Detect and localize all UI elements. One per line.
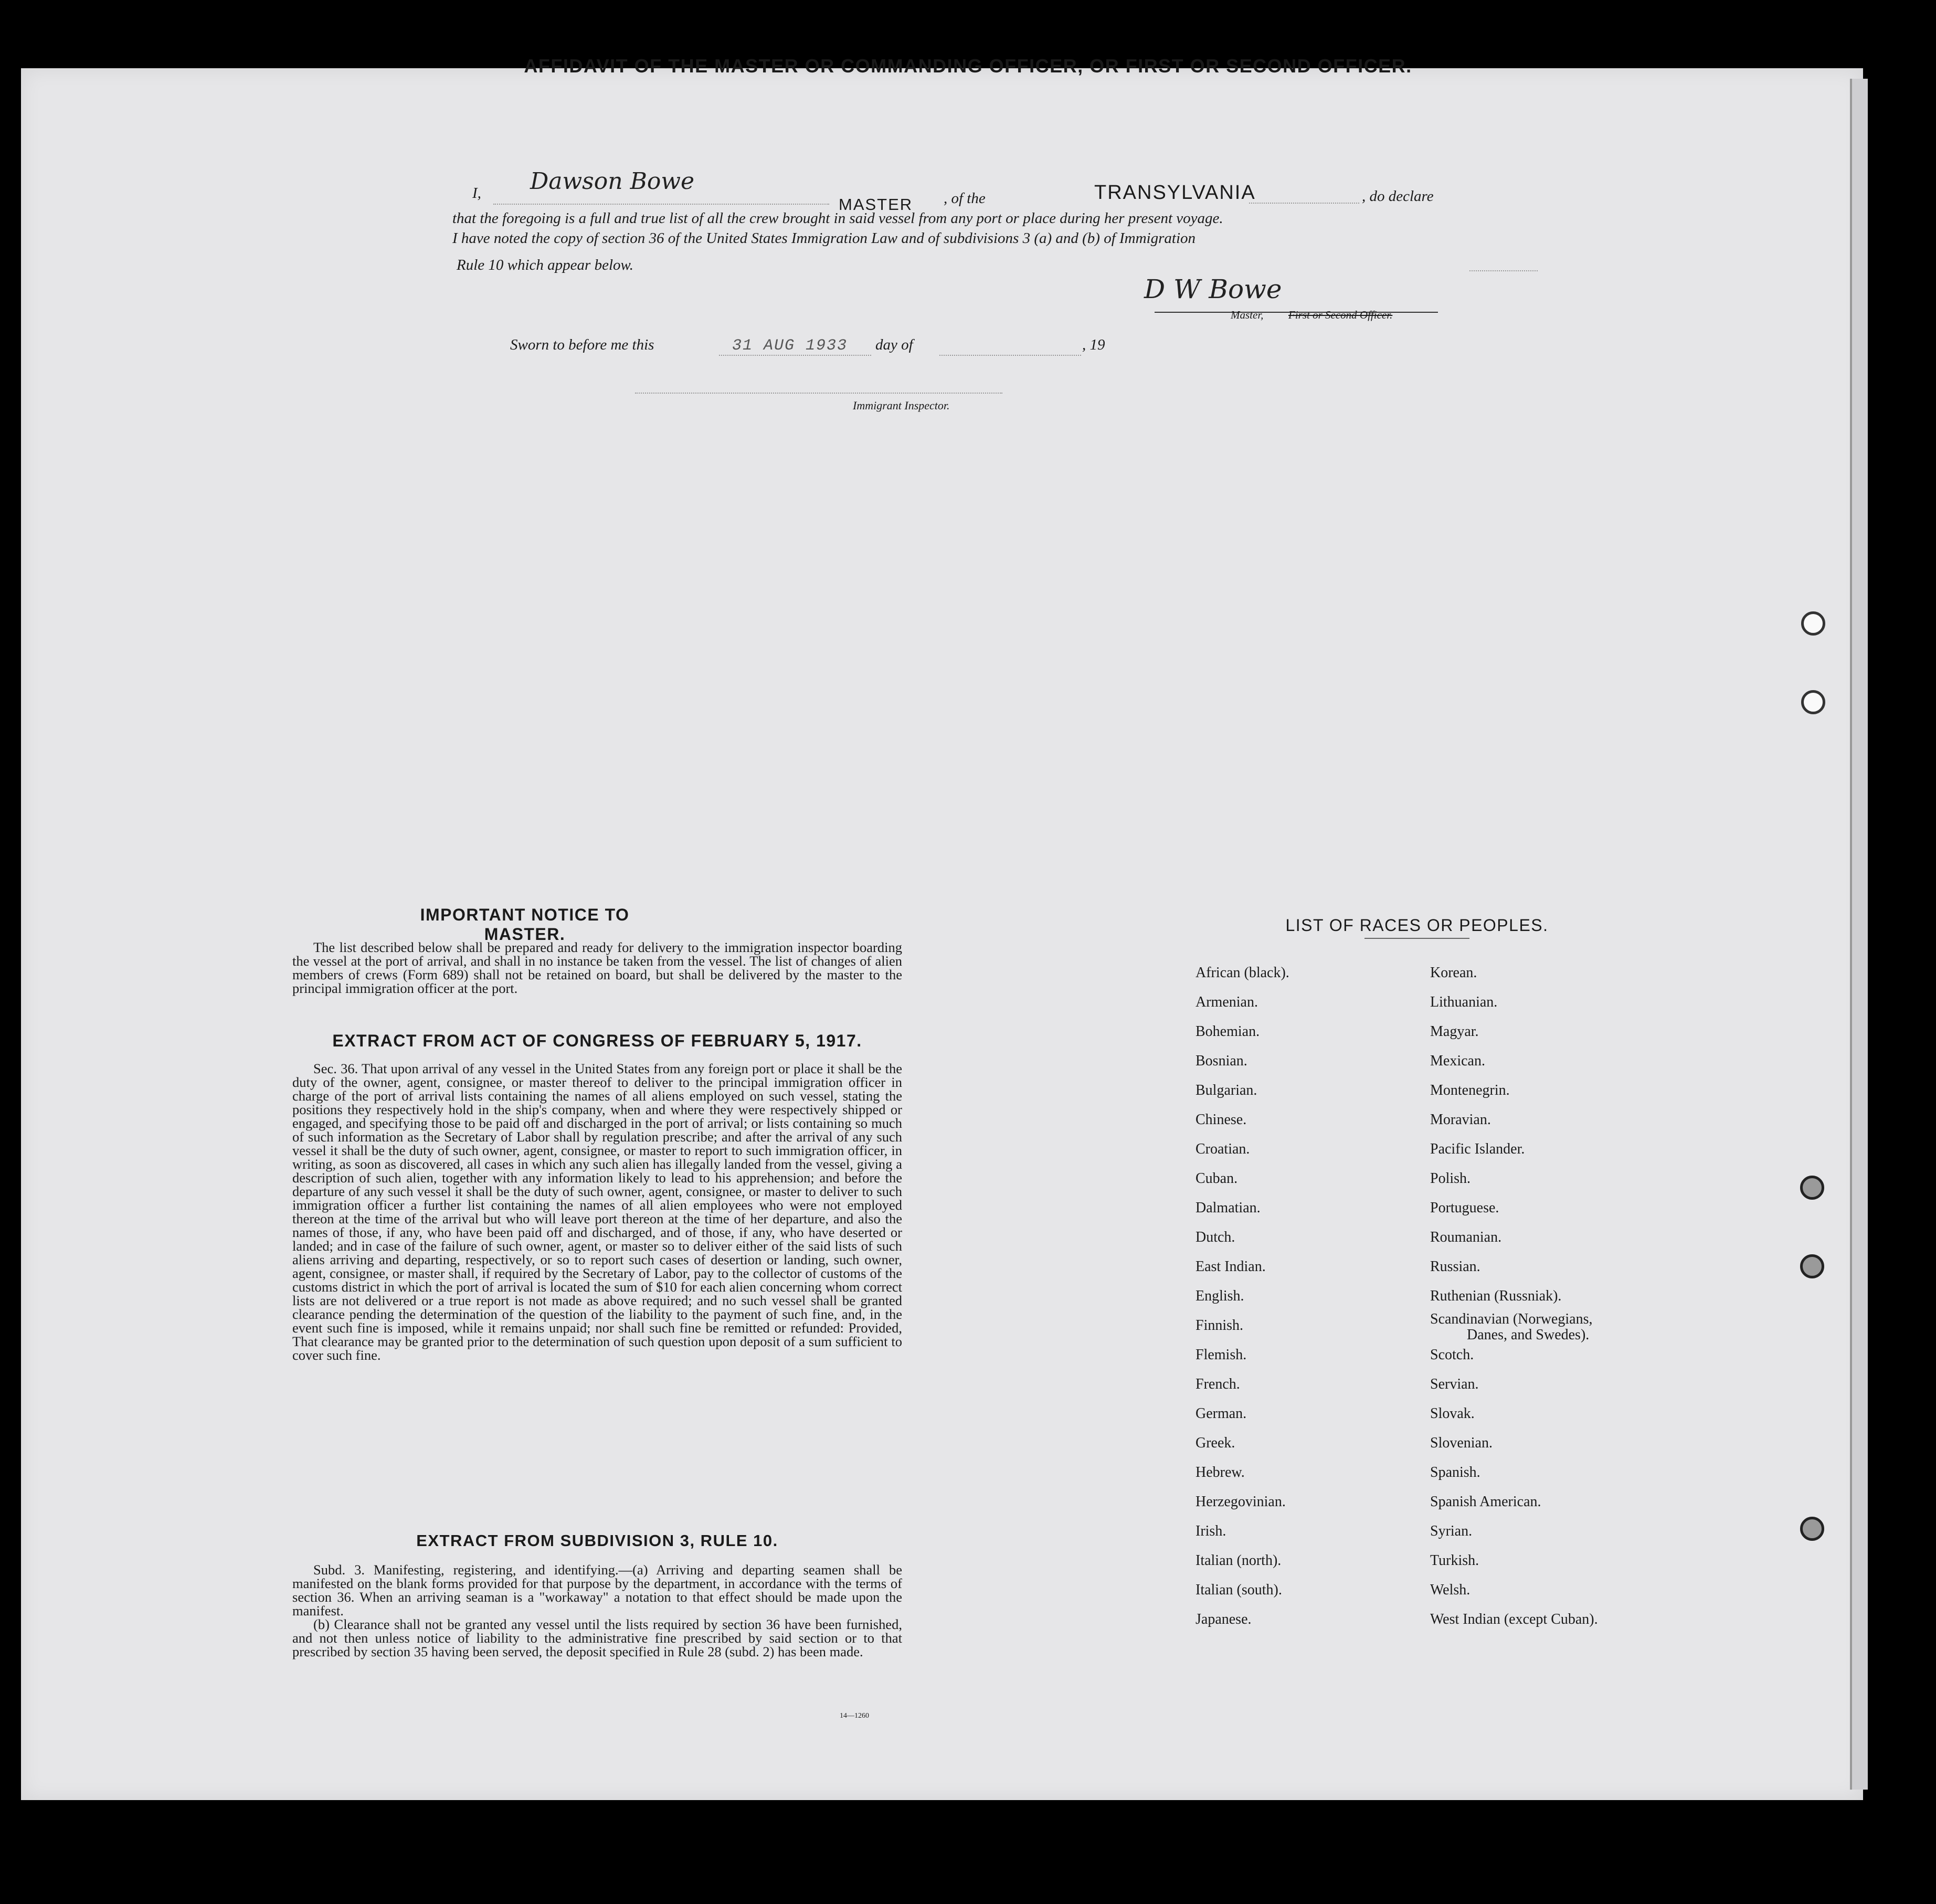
race-item: Dalmatian. <box>1196 1200 1261 1216</box>
race-item: Syrian. <box>1430 1523 1473 1539</box>
race-item: German. <box>1196 1405 1247 1422</box>
signature-struck-label: First or Second Officer. <box>1288 309 1393 321</box>
race-item: Italian (south). <box>1196 1582 1282 1598</box>
race-item: Armenian. <box>1196 994 1258 1010</box>
race-item: Lithuanian. <box>1430 994 1498 1010</box>
year-label: , 19 <box>1082 336 1105 353</box>
race-item: Spanish. <box>1430 1464 1480 1480</box>
race-item: Dutch. <box>1196 1229 1235 1245</box>
affidavit-line-2: that the foregoing is a full and true list of all the crew brought in said vessel from any port or place during her present voyage. <box>452 210 1223 227</box>
signature-handwritten: D W Bowe <box>1144 274 1282 304</box>
signature-master-label: Master, <box>1231 309 1264 321</box>
vessel-line <box>1249 203 1359 204</box>
notice-text: The list described below shall be prepared and ready for delivery to the immigration inspector boarding the vessel at the port of arrival, and shall in no instance be taken from the vessel. The list of changes of alien members of crews (Form 689) shall not be retained on board, but shall be delivered by the master to the principal immigration officer at the port. <box>292 939 902 996</box>
race-item: Flemish. <box>1196 1347 1247 1363</box>
race-item: Mexican. <box>1430 1053 1485 1069</box>
race-item: Roumanian. <box>1430 1229 1502 1245</box>
master-typed: MASTER <box>839 195 913 214</box>
affidavit-line-3: I have noted the copy of section 36 of the United States Immigration Law and of subdivisions 3 (a) and (b) of Immigration <box>452 230 1196 247</box>
inspector-line <box>635 393 1002 394</box>
race-item: Servian. <box>1430 1376 1479 1392</box>
sworn-date-line <box>719 355 871 356</box>
race-item: Slovak. <box>1430 1405 1475 1422</box>
punch-hole <box>1800 1517 1824 1541</box>
race-item: Magyar. <box>1430 1023 1479 1040</box>
race-item-continuation: Danes, and Swedes). <box>1467 1327 1590 1343</box>
rule-extract-title: EXTRACT FROM SUBDIVISION 3, RULE 10. <box>416 1531 778 1550</box>
race-item: Italian (north). <box>1196 1552 1282 1569</box>
race-item: Japanese. <box>1196 1611 1252 1627</box>
race-item: Spanish American. <box>1430 1494 1541 1510</box>
race-item: Turkish. <box>1430 1552 1479 1569</box>
race-item: Bosnian. <box>1196 1053 1247 1069</box>
race-item: East Indian. <box>1196 1258 1266 1275</box>
race-item: Cuban. <box>1196 1170 1238 1187</box>
of-the-label: , of the <box>944 190 986 207</box>
race-item: Ruthenian (Russniak). <box>1430 1288 1562 1304</box>
race-item: Slovenian. <box>1430 1435 1493 1451</box>
race-item: Polish. <box>1430 1170 1471 1187</box>
race-item: Finnish. <box>1196 1317 1244 1334</box>
race-item: Irish. <box>1196 1523 1226 1539</box>
race-item: African (black). <box>1196 965 1289 981</box>
race-item: Scandinavian (Norwegians, <box>1430 1311 1593 1327</box>
race-item: Bohemian. <box>1196 1023 1260 1040</box>
vessel-name: TRANSYLVANIA <box>1094 182 1256 204</box>
notice-title: IMPORTANT NOTICE TO MASTER. <box>420 905 630 944</box>
affidavit-line-4: Rule 10 which appear below. <box>457 257 633 273</box>
races-title-rule <box>1364 938 1469 939</box>
race-item: Portuguese. <box>1430 1200 1499 1216</box>
race-item: French. <box>1196 1376 1240 1392</box>
race-item: Russian. <box>1430 1258 1480 1275</box>
punch-hole <box>1800 1176 1824 1200</box>
race-item: Montenegrin. <box>1430 1082 1510 1098</box>
form-number: 14—1260 <box>840 1712 869 1720</box>
race-item: Hebrew. <box>1196 1464 1245 1480</box>
punch-hole <box>1801 690 1825 714</box>
race-item: Korean. <box>1430 965 1477 981</box>
punch-hole <box>1800 1254 1824 1278</box>
date-stamp: 31 AUG 1933 <box>732 337 848 355</box>
act-extract-title: EXTRACT FROM ACT OF CONGRESS OF FEBRUARY 5, 1917. <box>332 1031 862 1050</box>
day-of-label: day of <box>875 336 913 353</box>
race-item: Bulgarian. <box>1196 1082 1257 1098</box>
inspector-label: Immigrant Inspector. <box>853 399 950 412</box>
race-item: West Indian (except Cuban). <box>1430 1611 1598 1627</box>
rule-extract-text: Subd. 3. Manifesting, registering, and identifying.—(a) Arriving and departing seamen shall be manifested on the blank forms provided for that purpose by the department, in accordance with the terms of section 36. When an arriving seaman is a "workaway" a notation to that effect should be made upon the manifest. (b) Clearance shall not be granted any vessel until the lists required by section 36 have been furnished, and not then unless notice of liability to the administrative fine prescribed by said section or to that prescribed by section 35 having been served, the deposit specified in Rule 28 (subd. 2) has been made. <box>292 1562 902 1659</box>
name-line <box>493 204 829 205</box>
sworn-label: Sworn to before me this <box>510 336 654 353</box>
race-item: Moravian. <box>1430 1112 1491 1128</box>
affidavit-prefix: I, <box>472 185 481 202</box>
affidavit-title: AFFIDAVIT OF THE MASTER OR COMMANDING OFFICER, OR FIRST OR SECOND OFFICER. <box>524 55 1412 77</box>
races-title: LIST OF RACES OR PEOPLES. <box>1285 916 1549 935</box>
race-item: Greek. <box>1196 1435 1235 1451</box>
page-edge <box>1850 79 1868 1790</box>
master-name-handwritten: Dawson Bowe <box>530 168 695 195</box>
race-item: Scotch. <box>1430 1347 1474 1363</box>
race-item: Pacific Islander. <box>1430 1141 1525 1157</box>
race-item: English. <box>1196 1288 1244 1304</box>
act-extract-text: Sec. 36. That upon arrival of any vessel in the United States from any foreign port or place it shall be the duty of the owner, agent, consignee, or master thereof to deliver to the principal immigration officer in charge of the port of arrival lists containing the names of all aliens employed on such vessel, stating the positions they respectively hold in the ship's company, when and where they were respectively shipped or engaged, and specifying those to be paid off and discharged in the port of arrival; or lists containing so much of such information as the Secretary of Labor shall by regulation prescribe; and after the arrival of any such vessel it shall be the duty of such owner, agent, consignee, or master to report to such immigration officer, in writing, as soon as discovered, all cases in which any such alien has illegally landed from the vessel, giving a description of such alien, together with any information likely to lead to his apprehension; and before the departure of any such vessel it shall be the duty of such owner, agent, consignee, or master to deliver to such immigration officer a further list containing the names of all alien employees who were not employed thereon at the time of the arrival but who will leave port thereon at the time of her departure, and also the names of those, if any, who have been paid off and discharged, and of those, if any, who have deserted or landed; and in case of the failure of such owner, agent, or master so to deliver either of the said lists of such aliens arriving and departing, respectively, or so to report such cases of desertion or landing, such owner, agent, consignee, or master shall, if required by the Secretary of Labor, pay to the collector of customs of the customs district in which the port of arrival is located the sum of $10 for each alien concerning whom correct lists are not delivered or a true report is not made as above required; and no such vessel shall be granted clearance pending the determination of the question of the liability to the payment of such fine, and, in the event such fine is imposed, while it remains unpaid; nor shall such fine be remitted or refunded: Provided, That clearance may be granted prior to the determination of such question upon deposit of a sum sufficient to cover such fine. <box>292 1061 902 1363</box>
blank-line <box>1469 270 1538 271</box>
race-item: Welsh. <box>1430 1582 1470 1598</box>
punch-hole <box>1801 611 1825 636</box>
do-declare-label: , do declare <box>1362 188 1434 205</box>
race-item: Herzegovinian. <box>1196 1494 1286 1510</box>
race-item: Chinese. <box>1196 1112 1247 1128</box>
month-line <box>939 355 1081 356</box>
race-item: Croatian. <box>1196 1141 1250 1157</box>
